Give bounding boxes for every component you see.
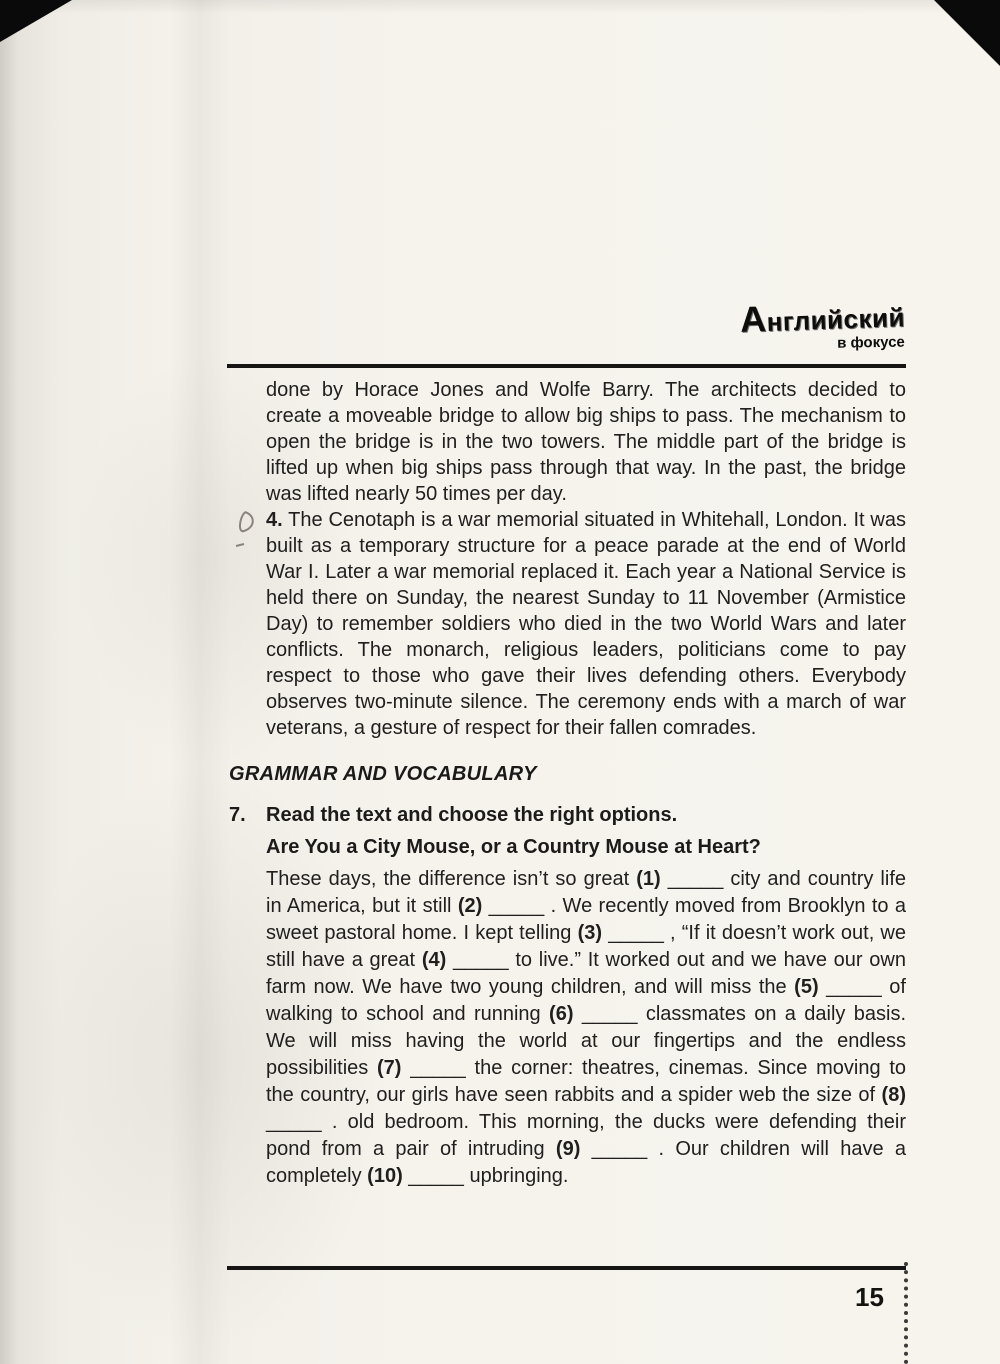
brand-logo — [740, 296, 905, 352]
gap-number: (4) — [421, 949, 447, 971]
exercise-gap-text: These days, the difference isn’t so great (1) _____ city and country life in America, but it still (2) _____ . We recently moved from Brooklyn to a sweet pastoral home. I kept telling (3) _____ , “If it doesn’t work out, we still have a great (4) _____ to live.” It worked out and we have our own farm now. We have two young children, and will miss the (5) _____ of walking to school and running (6) _____ classmates on a daily basis. We will miss having the world at our fingertips and the endless possibilities (7) _____ the corner: theatres, cinemas. Since moving to the country, our girls have seen rabbits and a spider web the size of (8) _____ . old bedroom. This morning, the ducks were defending their pond from a pair of intruding (9) _____ . Our children will have a completely (10) _____ upbringing. — [266, 868, 907, 1187]
paragraph-cenotaph — [229, 507, 906, 741]
gap-blank: _____ — [408, 1165, 464, 1187]
gap-blank: _____ — [581, 1003, 638, 1025]
gap-number: (6) — [549, 1003, 574, 1025]
gap-number: (1) — [636, 868, 661, 890]
gap-blank: _____ — [667, 868, 724, 890]
paragraph-bridge: done by Horace Jones and Wolfe Barry. The architects decided to create a moveable bridge to allow big ships to pass. The mechanism to open the bridge is in the two towers. The middle part of the bridge is lifted up when big ships pass through that way. In the past, the bridge was lifted nearly 50 times per day. — [266, 379, 906, 505]
gap-number: (3) — [577, 922, 603, 944]
gap-number: (5) — [794, 976, 819, 998]
brand-logo-title: Английский — [739, 297, 906, 340]
gap-number: (9) — [555, 1138, 581, 1160]
pencil-mark — [235, 509, 257, 551]
gap-blank: _____ — [453, 949, 509, 971]
gap-number: (8) — [881, 1084, 906, 1106]
page-content — [229, 377, 906, 1190]
gap-blank: _____ — [826, 976, 882, 998]
exercise-header — [229, 802, 906, 828]
gap-blank: _____ — [591, 1138, 648, 1160]
gap-blank: _____ — [488, 895, 545, 917]
bottom-divider — [227, 1266, 906, 1270]
exercise-number: 7. — [229, 804, 246, 826]
scan-artifact-top-left — [0, 0, 72, 42]
page-number: 15 — [855, 1282, 884, 1312]
list-item-number: 4. — [266, 509, 283, 531]
gap-number: (2) — [457, 895, 483, 917]
list-item-text: The Cenotaph is a war memorial situated in Whitehall, London. It was built as a temporary structure for a peace parade at the end of World War I. Later a war memorial replaced it. Each year a National Service is held there on Sunday, the nearest Sunday to 11 November (Armistice Day) to remember soldiers who died in the two World Wars and later conflicts. The monarch, religious leaders, politicians come to pay respect to those who gave their lives defending others. Everybody observes two-minute silence. The ceremony ends with a march of war veterans, a gesture of respect for their fallen comrades. — [266, 509, 906, 739]
perforation-dots — [904, 1262, 908, 1364]
scan-artifact-top-right — [934, 0, 1000, 66]
gap-blank: _____ — [266, 1111, 322, 1133]
exercise-7 — [229, 802, 906, 1190]
gap-number: (10) — [367, 1165, 403, 1187]
exercise-instruction: Read the text and choose the right options. — [266, 804, 678, 826]
gap-blank: _____ — [410, 1057, 466, 1079]
gap-number: (7) — [377, 1057, 402, 1079]
gap-blank: _____ — [608, 922, 664, 944]
brand-logo-subtitle: в фокусе — [837, 333, 906, 352]
section-heading: GRAMMAR AND VOCABULARY — [229, 763, 537, 785]
top-divider — [227, 364, 906, 368]
exercise-title: Are You a City Mouse, or a Country Mouse at Heart? — [266, 836, 761, 858]
